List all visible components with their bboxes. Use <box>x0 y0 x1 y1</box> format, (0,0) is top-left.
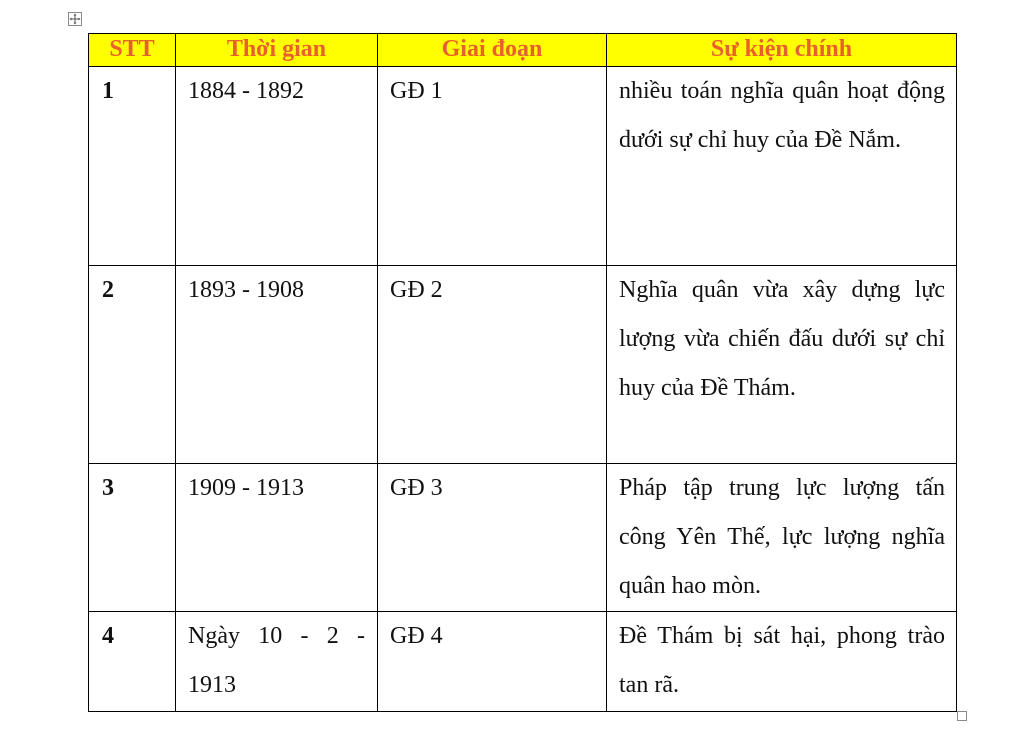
cell-phase: GĐ 4 <box>378 612 607 712</box>
header-time: Thời gian <box>176 34 378 67</box>
cell-time: 1909 - 1913 <box>176 464 378 612</box>
cell-event: Nghĩa quân vừa xây dựng lực lượng vừa chiến đấu dưới sự chỉ huy của Đề Thám. <box>607 266 957 464</box>
cell-stt: 1 <box>89 67 176 266</box>
table-row <box>89 67 957 266</box>
cell-event: nhiều toán nghĩa quân hoạt động dưới sự chỉ huy của Đề Nắm. <box>607 67 957 266</box>
cell-event: Pháp tập trung lực lượng tấn công Yên Thế, lực lượng nghĩa quân hao mòn. <box>607 464 957 612</box>
header-stt: STT <box>89 34 176 67</box>
header-phase: Giai đoạn <box>378 34 607 67</box>
four-arrows-icon <box>69 13 81 25</box>
cell-stt: 2 <box>89 266 176 464</box>
cell-phase: GĐ 1 <box>378 67 607 266</box>
cell-phase: GĐ 3 <box>378 464 607 612</box>
table-header-row <box>89 34 957 67</box>
table-row <box>89 464 957 612</box>
cell-stt: 3 <box>89 464 176 612</box>
cell-stt: 4 <box>89 612 176 712</box>
cell-phase: GĐ 2 <box>378 266 607 464</box>
cell-time: Ngày 10 - 2 - 1913 <box>176 612 378 712</box>
header-event: Sự kiện chính <box>607 34 957 67</box>
cell-time: 1884 - 1892 <box>176 67 378 266</box>
table-row <box>89 266 957 464</box>
cell-event: Đề Thám bị sát hại, phong trào tan rã. <box>607 612 957 712</box>
table-resize-handle-icon[interactable] <box>957 711 967 721</box>
table-row <box>89 612 957 712</box>
history-table <box>88 33 957 712</box>
cell-time: 1893 - 1908 <box>176 266 378 464</box>
table-move-handle-icon[interactable] <box>68 12 82 26</box>
